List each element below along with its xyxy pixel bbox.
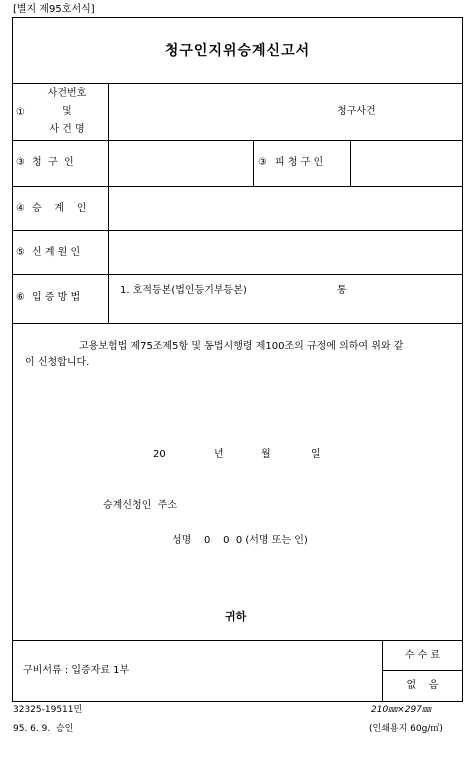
paper-size: 210㎜×297㎜ — [371, 705, 431, 715]
divider — [382, 670, 463, 671]
evidence-unit: 통 — [337, 285, 347, 296]
fee-value: 없 음 — [406, 680, 439, 691]
divider — [12, 140, 463, 141]
successor-field[interactable] — [110, 188, 461, 228]
evidence-label: 입 증 방 법 — [32, 292, 81, 303]
divider — [12, 640, 463, 641]
divider — [108, 83, 109, 323]
form-code: 32325-19511민 — [13, 705, 83, 715]
date-day-unit: 일 — [311, 449, 321, 460]
statement-line2: 이 신청합니다. — [25, 357, 90, 368]
succession-reason-label: 신 계 원 인 — [32, 247, 81, 258]
date-month-unit: 월 — [261, 449, 271, 460]
date-year-unit: 년 — [214, 449, 224, 460]
case-label-line2: 및 — [62, 106, 72, 117]
successor-label: 승 계 인 — [32, 203, 87, 214]
divider — [253, 140, 254, 186]
circled-number: ① — [16, 107, 25, 118]
divider — [350, 140, 351, 186]
circled-number: ④ — [16, 203, 25, 214]
attachments-text: 구비서류 : 입증자료 1부 — [23, 665, 130, 676]
date-year: 20 — [153, 449, 166, 460]
paper-spec: (인쇄용지 60g/㎡) — [369, 724, 443, 734]
respondent-field[interactable] — [352, 142, 461, 184]
addressee: 귀하 — [225, 610, 247, 623]
circled-number: ③ — [258, 157, 267, 168]
circled-number: ⑥ — [16, 292, 25, 303]
circled-number: ③ — [16, 157, 25, 168]
applicant-address-label: 승계신청인 주소 — [103, 500, 177, 511]
case-label-line3: 사 건 명 — [49, 124, 85, 135]
form-title: 청구인지위승계신고서 — [164, 43, 311, 59]
succession-reason-field[interactable] — [110, 232, 461, 272]
claimant-label: 청 구 인 — [32, 157, 74, 168]
divider — [12, 83, 463, 84]
respondent-label: 피 청 구 인 — [275, 157, 324, 168]
evidence-value: 1. 호적등본(법인등기부등본) — [120, 285, 247, 296]
case-value: 청구사건 — [337, 106, 376, 117]
form-tag: [별지 제95호서식] — [13, 4, 95, 15]
approval-date: 95. 6. 9. 승인 — [13, 724, 74, 734]
case-label-line1: 사건번호 — [47, 88, 87, 99]
divider — [12, 323, 463, 324]
divider — [12, 230, 463, 231]
statement-line1: 고용보험법 제75조제5항 및 동법시행령 제100조의 규정에 의하여 위와 같 — [79, 341, 404, 352]
divider — [12, 274, 463, 275]
circled-number: ⑤ — [16, 247, 25, 258]
claimant-field[interactable] — [110, 142, 251, 184]
fee-label: 수 수 료 — [404, 650, 441, 661]
divider — [12, 186, 463, 187]
signature-line: 성명 0 0 0 (서명 또는 인) — [172, 535, 308, 546]
